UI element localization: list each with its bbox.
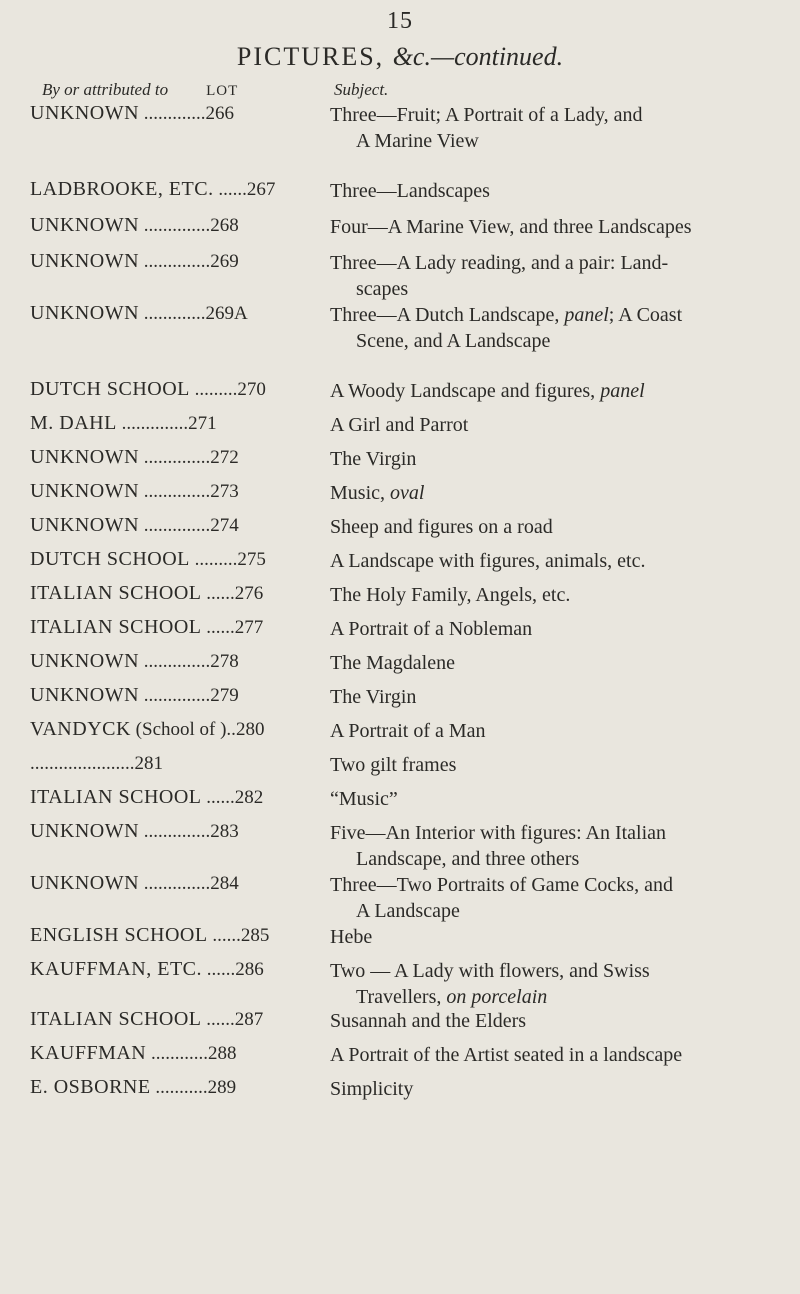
lot-number: 283 — [210, 821, 239, 842]
subject-continuation — [330, 984, 785, 1010]
entry-attribution — [30, 514, 320, 537]
entry-subject — [330, 924, 785, 950]
subject-line — [330, 414, 468, 436]
subject-continuation-text: Travellers, — [356, 986, 447, 1008]
lot-number: 266 — [205, 103, 235, 124]
leader-dots: .............. — [139, 251, 211, 272]
subject-line — [330, 652, 455, 674]
lot-number: 288 — [208, 1043, 237, 1064]
subject-column-header: Subject. — [334, 80, 389, 99]
subject-italic-text: panel — [600, 380, 645, 402]
lot-number: 282 — [234, 787, 264, 808]
entry-subject — [330, 786, 785, 812]
subject-text: The Magdalene — [330, 652, 455, 674]
leader-dots: ...................... — [30, 753, 135, 774]
subject-text: Three—A Lady reading, and a pair: Land- — [330, 252, 669, 274]
entry-attribution — [30, 214, 320, 237]
artist-name: UNKNOWN — [30, 446, 140, 468]
artist-name: VANDYCK — [30, 718, 131, 740]
artist-name: UNKNOWN — [30, 650, 140, 672]
attribution-header-label: By or attributed to — [42, 80, 169, 99]
subject-text: Music, — [330, 482, 390, 504]
subject-line — [330, 448, 416, 470]
leader-dots: (School of ).. — [130, 719, 236, 740]
subject-line — [330, 550, 645, 572]
subject-continuation-text: Scene, and A Landscape — [356, 330, 551, 352]
subject-line — [330, 720, 486, 742]
leader-dots: .............. — [139, 651, 211, 672]
subject-text: Three—Fruit; A Portrait of a Lady, and — [330, 104, 643, 126]
subject-after-text: ; A Coast — [608, 304, 683, 326]
leader-dots: .............. — [139, 685, 211, 706]
subject-text: Three—A Dutch Landscape, — [330, 304, 565, 326]
artist-name: UNKNOWN — [30, 102, 140, 124]
artist-name: UNKNOWN — [30, 872, 140, 894]
artist-name: ENGLISH SCHOOL — [30, 924, 208, 946]
subject-line — [330, 180, 490, 202]
artist-name: UNKNOWN — [30, 514, 140, 536]
entry-attribution — [30, 650, 320, 673]
leader-dots: .............. — [139, 821, 211, 842]
subject-text: Susannah and the Elders — [330, 1010, 527, 1032]
entry-attribution — [30, 718, 320, 741]
artist-name: E. OSBORNE — [30, 1076, 151, 1098]
subject-line — [330, 822, 666, 844]
lot-number: 274 — [210, 515, 239, 536]
subject-text: Simplicity — [330, 1078, 414, 1100]
subject-text: A Woody Landscape and figures, — [330, 380, 601, 402]
leader-dots: ...... — [207, 925, 241, 946]
subject-text: The Virgin — [330, 686, 417, 708]
subject-text: A Portrait of the Artist seated in a landscape — [330, 1044, 683, 1066]
entry-subject — [330, 446, 785, 472]
subject-line — [330, 1078, 413, 1100]
entry-attribution — [30, 102, 320, 125]
subject-line — [330, 1010, 526, 1032]
leader-dots: ............. — [139, 103, 206, 124]
lot-number: 284 — [210, 873, 239, 894]
subject-text: Two — A Lady with flowers, and Swiss — [330, 960, 650, 982]
subject-line — [330, 874, 673, 896]
leader-dots: ...... — [202, 959, 236, 980]
subject-text: Five—An Interior with figures: An Italian — [330, 822, 667, 844]
entry-subject — [330, 1008, 785, 1034]
entry-subject — [330, 480, 785, 506]
lot-number: 275 — [237, 549, 266, 570]
subject-line — [330, 754, 456, 776]
artist-name: UNKNOWN — [30, 250, 140, 272]
leader-dots: ...... — [201, 1009, 235, 1030]
entry-subject — [330, 582, 785, 608]
entry-subject — [330, 616, 785, 642]
lot-number: 286 — [235, 959, 264, 980]
leader-dots: ...... — [201, 787, 235, 808]
entry-subject — [330, 102, 785, 154]
entry-attribution — [30, 250, 320, 273]
leader-dots: ........... — [150, 1077, 208, 1098]
leader-dots: ............. — [139, 303, 206, 324]
lot-number: 271 — [188, 413, 217, 434]
entry-attribution — [30, 302, 320, 325]
entry-attribution — [30, 1042, 320, 1065]
entry-subject — [330, 958, 785, 1010]
entry-attribution — [30, 616, 320, 639]
subject-continuation-text: A Landscape — [356, 900, 460, 922]
entry-attribution — [30, 446, 320, 469]
entry-subject — [330, 872, 785, 924]
subject-continuation — [330, 128, 785, 154]
leader-dots: .............. — [139, 447, 211, 468]
artist-name: UNKNOWN — [30, 214, 140, 236]
entry-attribution — [30, 548, 320, 571]
subject-continuation — [330, 276, 785, 302]
artist-name: KAUFFMAN, ETC. — [30, 958, 203, 980]
subject-italic-text: panel — [564, 304, 609, 326]
entry-attribution — [30, 958, 320, 981]
subject-line — [330, 618, 532, 640]
entry-subject — [330, 820, 785, 872]
entry-subject — [330, 1076, 785, 1102]
artist-name: DUTCH SCHOOL — [30, 378, 190, 400]
artist-name: UNKNOWN — [30, 302, 140, 324]
subject-continuation-text: Landscape, and three others — [356, 848, 580, 870]
subject-continuation — [330, 846, 785, 872]
subject-text: A Girl and Parrot — [330, 414, 469, 436]
leader-dots: ......... — [189, 549, 238, 570]
entry-subject — [330, 412, 785, 438]
leader-dots: ...... — [201, 583, 235, 604]
lot-number: 270 — [237, 379, 266, 400]
artist-name: M. DAHL — [30, 412, 117, 434]
entry-attribution — [30, 1008, 320, 1031]
entry-attribution — [30, 1076, 320, 1099]
subject-text: Three—Two Portraits of Game Cocks, and — [330, 874, 673, 896]
entry-attribution — [30, 178, 320, 201]
entry-subject — [330, 1042, 785, 1068]
subject-line — [330, 960, 650, 982]
artist-name: UNKNOWN — [30, 684, 140, 706]
entry-attribution — [30, 872, 320, 895]
subject-text: Three—Landscapes — [330, 180, 490, 202]
lot-number: 281 — [134, 753, 163, 774]
leader-dots: .............. — [139, 215, 211, 236]
subject-line — [330, 788, 398, 810]
subject-continuation — [330, 898, 785, 924]
artist-name: ITALIAN SCHOOL — [30, 1008, 202, 1030]
heading-continued: &c.—continued. — [392, 42, 564, 71]
lot-number: 269 — [210, 251, 239, 272]
artist-name: UNKNOWN — [30, 820, 140, 842]
entry-subject — [330, 684, 785, 710]
subject-continuation-italic: on porcelain — [446, 986, 548, 1008]
subject-italic-text: oval — [390, 482, 425, 504]
artist-name: UNKNOWN — [30, 480, 140, 502]
leader-dots: ......... — [189, 379, 238, 400]
leader-dots: .............. — [139, 515, 211, 536]
lot-number: 277 — [234, 617, 264, 638]
lot-number: 268 — [210, 215, 239, 236]
entry-subject — [330, 548, 785, 574]
entry-subject — [330, 378, 785, 404]
lot-number: 273 — [210, 481, 239, 502]
artist-name: KAUFFMAN — [30, 1042, 147, 1064]
subject-text: “Music” — [330, 788, 398, 810]
page-number: 15 — [387, 8, 413, 34]
leader-dots: .............. — [139, 873, 211, 894]
entry-subject — [330, 718, 785, 744]
subject-text: The Virgin — [330, 448, 417, 470]
lot-number: 280 — [235, 719, 265, 740]
lot-number: 287 — [234, 1009, 264, 1030]
subject-line — [330, 380, 645, 402]
subject-continuation-text: scapes — [356, 278, 409, 300]
entry-attribution — [30, 412, 320, 435]
subject-text: A Landscape with figures, animals, etc. — [330, 550, 646, 572]
subject-text: A Portrait of a Man — [330, 720, 486, 742]
subject-continuation-text: A Marine View — [356, 130, 479, 152]
subject-continuation — [330, 328, 785, 354]
artist-name: ITALIAN SCHOOL — [30, 582, 202, 604]
leader-dots: ............ — [146, 1043, 208, 1064]
leader-dots: ...... — [213, 179, 247, 200]
lot-number: 272 — [210, 447, 239, 468]
subject-text: The Holy Family, Angels, etc. — [330, 584, 571, 606]
entry-attribution — [30, 480, 320, 503]
attribution-column-header — [42, 80, 238, 100]
subject-line — [330, 304, 682, 326]
subject-text: A Portrait of a Nobleman — [330, 618, 533, 640]
lot-number: 278 — [210, 651, 239, 672]
entry-attribution — [30, 378, 320, 401]
subject-text: Two gilt frames — [330, 754, 457, 776]
lot-header-label: LOT — [206, 83, 239, 99]
lot-number: 269A — [205, 303, 248, 324]
entry-attribution — [30, 752, 320, 775]
artist-name: ITALIAN SCHOOL — [30, 786, 202, 808]
artist-name: LADBROOKE, ETC. — [30, 178, 214, 200]
entry-attribution — [30, 820, 320, 843]
entry-subject — [330, 650, 785, 676]
subject-line — [330, 104, 643, 126]
lot-number: 285 — [240, 925, 270, 946]
subject-line — [330, 252, 668, 274]
entry-attribution — [30, 582, 320, 605]
leader-dots: .............. — [139, 481, 211, 502]
entry-subject — [330, 178, 785, 204]
lot-number: 279 — [210, 685, 239, 706]
lot-number: 267 — [246, 179, 276, 200]
subject-line — [330, 1044, 682, 1066]
subject-line — [330, 686, 416, 708]
subject-text: Hebe — [330, 926, 373, 948]
lot-number: 276 — [234, 583, 264, 604]
leader-dots: ...... — [201, 617, 235, 638]
entry-subject — [330, 752, 785, 778]
entry-subject — [330, 214, 785, 240]
entry-attribution — [30, 786, 320, 809]
entry-subject — [330, 302, 785, 354]
lot-number: 289 — [207, 1077, 237, 1098]
subject-text: Four—A Marine View, and three Landscapes — [330, 216, 692, 238]
entry-subject — [330, 250, 785, 302]
entry-attribution — [30, 924, 320, 947]
entry-attribution — [30, 684, 320, 707]
subject-line — [330, 516, 553, 538]
subject-line — [330, 584, 570, 606]
page-heading — [0, 42, 800, 72]
artist-name: ITALIAN SCHOOL — [30, 616, 202, 638]
subject-line — [330, 926, 372, 948]
subject-text: Sheep and figures on a road — [330, 516, 553, 538]
heading-main: PICTURES, — [236, 42, 393, 71]
artist-name: DUTCH SCHOOL — [30, 548, 190, 570]
leader-dots: .............. — [116, 413, 189, 434]
entry-subject — [330, 514, 785, 540]
subject-line — [330, 482, 424, 504]
subject-line — [330, 216, 691, 238]
